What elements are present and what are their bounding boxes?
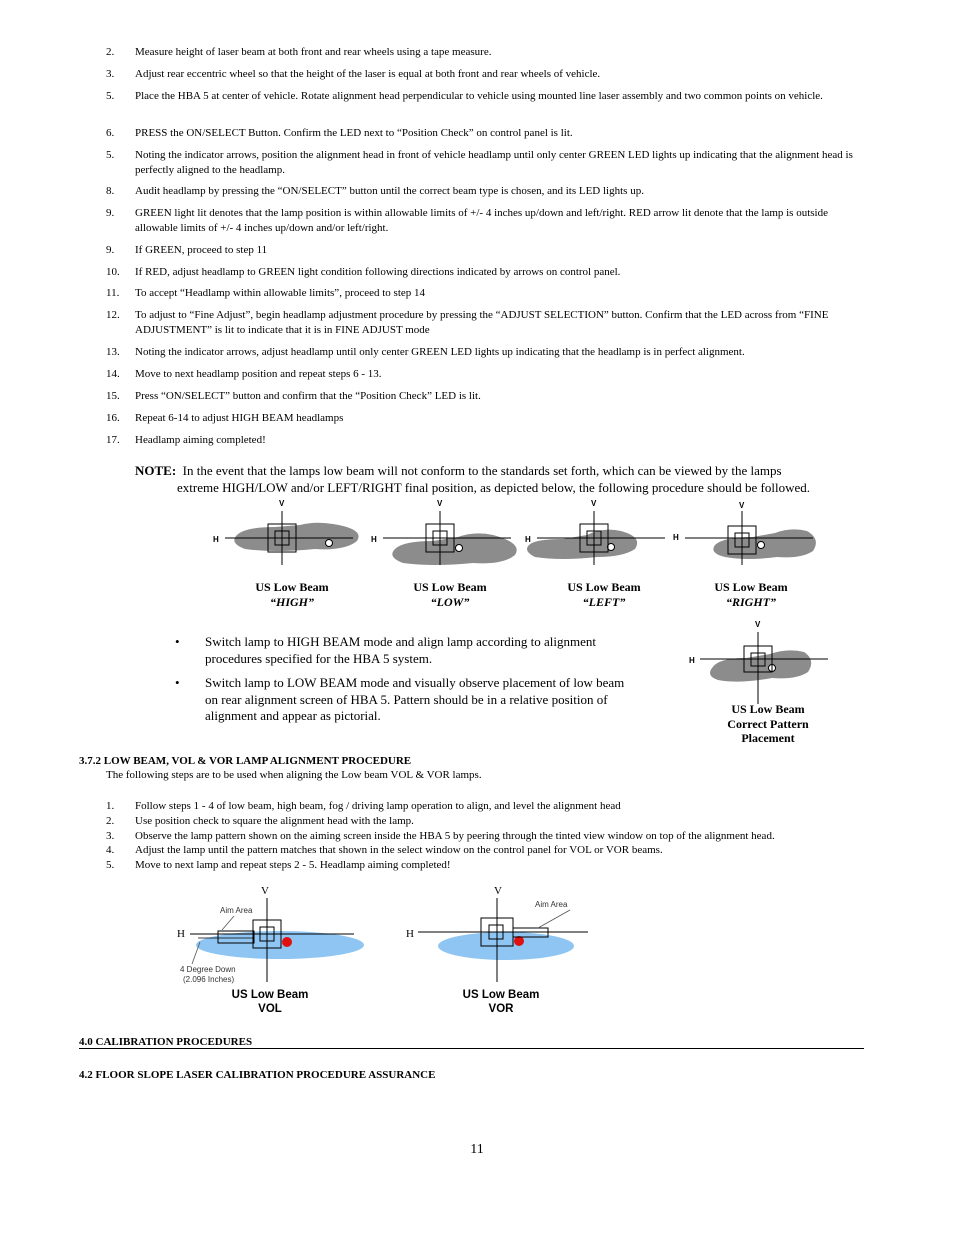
- caption-title: US Low Beam: [231, 989, 309, 1001]
- caption-subtitle: “RIGHT”: [725, 595, 776, 609]
- v-axis-label: V: [739, 501, 745, 510]
- bullet-item: [175, 634, 635, 667]
- v-axis-label: V: [261, 885, 269, 897]
- degree-pointer: [192, 942, 200, 964]
- v-axis-label: V: [755, 620, 761, 629]
- hot-spot: [326, 540, 333, 547]
- hot-spot: [608, 544, 615, 551]
- aim-area-pointer: [538, 910, 570, 928]
- pattern-right-caption: [691, 580, 811, 610]
- section-divider: [79, 1048, 864, 1049]
- aim-area-label: Aim Area: [220, 906, 253, 915]
- v-axis-label: V: [591, 499, 597, 508]
- bullet-text: Switch lamp to HIGH BEAM mode and align lamp according to alignment procedures specified for the HBA 5 system.: [205, 634, 597, 666]
- beam-pattern-diagrams: [205, 495, 825, 570]
- note-line-2: extreme HIGH/LOW and/or LEFT/RIGHT final position, as depicted below, the following procedure should be followed.: [177, 480, 811, 495]
- caption-line: Placement: [741, 731, 795, 745]
- bullet-item: [175, 675, 635, 725]
- caption-line: Correct Pattern: [727, 716, 809, 731]
- note-line-1: In the event that the lamps low beam will not conform to the standards set forth, which can be viewed by the lamps: [182, 463, 782, 478]
- pattern-high-diagram: [213, 499, 359, 565]
- hot-spot: [456, 545, 463, 552]
- aim-area-pointer: [222, 916, 234, 930]
- h-axis-label: H: [525, 535, 531, 544]
- v-axis-label: V: [494, 885, 502, 897]
- note-label: NOTE:: [135, 463, 177, 478]
- bullet-dot: •: [175, 675, 180, 690]
- caption-subtitle: “LOW”: [430, 595, 470, 609]
- section-372-intro: The following steps are to be used when aligning the Low beam VOL & VOR lamps.: [106, 769, 482, 781]
- caption-subtitle: VOR: [488, 1003, 514, 1015]
- caption-title: US Low Beam: [255, 580, 329, 594]
- section-42-title: 4.2 FLOOR SLOPE LASER CALIBRATION PROCEDURE ASSURANCE: [79, 1069, 436, 1081]
- section-40-title: 4.0 CALIBRATION PROCEDURES: [79, 1036, 253, 1048]
- pattern-low-caption: [390, 580, 510, 610]
- pattern-left-diagram: [525, 499, 665, 565]
- vor-caption: [446, 988, 556, 1016]
- caption-subtitle: “HIGH”: [269, 595, 314, 609]
- v-axis-label: V: [279, 499, 285, 508]
- v-axis-label: V: [437, 499, 443, 508]
- correct-pattern-caption: [708, 702, 828, 746]
- h-axis-label: H: [406, 928, 414, 940]
- pattern-high-caption: [232, 580, 352, 610]
- note-paragraph: [135, 462, 865, 496]
- h-axis-label: H: [371, 535, 377, 544]
- h-axis-label: H: [689, 656, 695, 665]
- caption-line: US Low Beam: [731, 702, 805, 716]
- caption-title: US Low Beam: [413, 580, 487, 594]
- section-372-title: 3.7.2 LOW BEAM, VOL & VOR LAMP ALIGNMENT PROCEDURE: [79, 755, 412, 767]
- beam-shape: [527, 530, 637, 559]
- vor-diagram: [400, 876, 600, 988]
- caption-title: US Low Beam: [714, 580, 788, 594]
- vol-diagram: [170, 876, 370, 988]
- caption-subtitle: VOL: [258, 1003, 282, 1015]
- pattern-left-caption: [544, 580, 664, 610]
- beam-shape: [196, 931, 364, 959]
- caption-title: US Low Beam: [462, 989, 540, 1001]
- pattern-low-diagram: [371, 499, 517, 565]
- h-axis-label: H: [213, 535, 219, 544]
- h-axis-label: H: [673, 533, 679, 542]
- hot-spot: [758, 542, 765, 549]
- caption-subtitle: “LEFT”: [582, 595, 626, 609]
- pattern-right-diagram: [673, 501, 816, 565]
- correct-pattern-diagram: [684, 616, 834, 706]
- aim-area-label: Aim Area: [535, 900, 568, 909]
- procedure-bullets: [175, 634, 635, 733]
- page-number: 11: [470, 1142, 484, 1157]
- degree-label: 4 Degree Down: [180, 965, 236, 974]
- caption-title: US Low Beam: [567, 580, 641, 594]
- h-axis-label: H: [177, 928, 185, 940]
- inches-label: (2.096 Inches): [183, 975, 235, 984]
- bullet-text: Switch lamp to LOW BEAM mode and visually observe placement of low beam on rear alignment screen of HBA 5. Pattern should be in a relative position of alignment and appear as pictorial.: [205, 675, 625, 723]
- vol-caption: [215, 988, 325, 1016]
- hot-spot: [282, 937, 292, 947]
- bullet-dot: •: [175, 634, 180, 649]
